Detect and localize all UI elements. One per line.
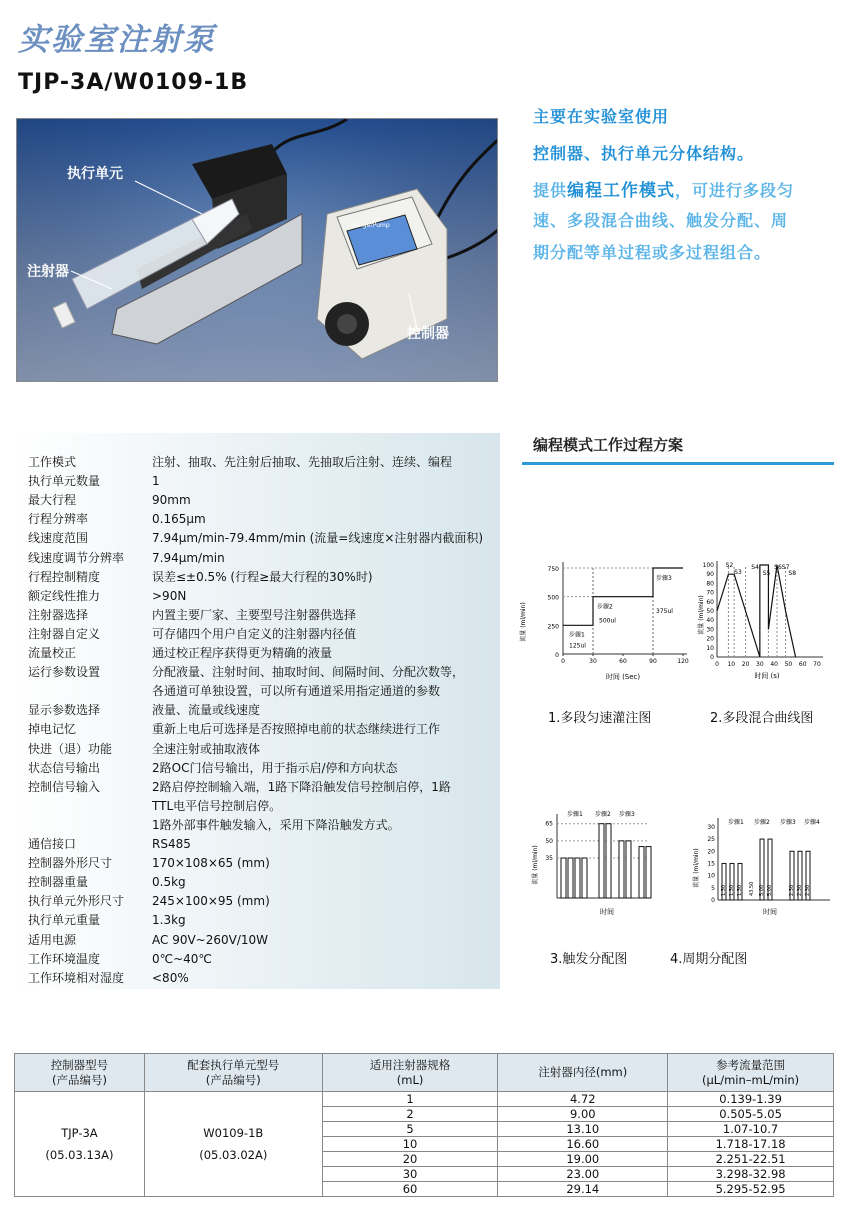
spec-row [28,606,492,625]
step-label: S6S7 [774,564,790,571]
bar-label: 5.00 [767,884,773,896]
chart-trigger-distribution [515,800,685,920]
bar-label: 1.30 [721,884,727,896]
caption-chart-4: 4.周期分配图 [670,952,748,967]
bar-label: 43.50 [749,881,755,896]
spec-label: 执行单元外形尺寸 [28,894,125,909]
bar [606,824,611,898]
x-tick-label: 40 [770,661,778,668]
spec-row [28,911,492,930]
y-axis-label: 流量 (ml/min) [520,602,527,642]
spec-row [28,529,492,548]
table-header: 注射器内径(mm) [498,1054,668,1092]
annotation: 375ul [656,608,673,615]
spec-label: 执行单元数量 [28,474,101,489]
feature-suffix: ，可进行多段匀 [675,181,795,200]
table-cell: 2.251-22.51 [668,1152,834,1167]
y-tick-label: 10 [706,644,714,652]
feature-prefix: 提供 [533,181,568,200]
y-tick-label: 30 [707,823,715,831]
caption-chart-3: 3.触发分配图 [550,952,628,967]
bar-label: 5.00 [759,884,765,896]
table-cell: 29.14 [498,1182,668,1197]
y-tick-label: 30 [706,626,714,634]
table-cell: 19.00 [498,1152,668,1167]
spec-value: 重新上电后可选择是否按照掉电前的状态继续进行工作 [152,722,441,737]
spec-label: 掉电记忆 [28,722,77,737]
y-tick-label: 60 [706,598,714,606]
spec-label: 执行单元重量 [28,913,101,928]
spec-value: 全速注射或抽取液体 [152,741,261,756]
feature-line-3 [533,176,794,201]
spec-label: 通信接口 [28,837,77,851]
spec-row [28,453,492,472]
spec-label: 线速度范围 [28,531,89,546]
spec-row [28,931,492,950]
x-tick-label: 50 [784,661,793,668]
spec-label: 快进（退）功能 [28,741,113,756]
annotation: 步骤1 [569,631,585,639]
step-label: S2 [725,562,734,569]
bar [575,858,580,898]
step-label: 步骤3 [780,819,796,826]
spec-row [28,740,492,759]
y-tick-label: 100 [702,562,714,569]
spec-label: 状态信号输出 [28,760,101,775]
y-axis-label: 流量 (ml/min) [532,845,539,885]
step-label: S5 [762,570,771,577]
spec-value: 液量、流量或线速度 [152,703,261,718]
spec-value: 1.3kg [152,913,186,928]
bar-label: 2.30 [797,884,803,896]
spec-value: 1 [152,474,160,489]
page-title: 实验室注射泵 [18,22,216,58]
brand-label: LongerPump [352,222,390,229]
spec-value: <80% [152,970,189,985]
step-label: S3 [734,569,742,576]
step-label: 步骤1 [728,819,744,826]
spec-value: AC 90V~260V/10W [152,932,269,947]
y-tick-label: 35 [545,855,553,862]
y-axis-label: 流量 (ml/min) [693,848,700,888]
spec-value: 0.165μm [152,512,206,527]
spec-row [28,587,492,606]
table-row [15,1092,834,1107]
annotation: 步骤3 [656,575,672,582]
step-label: S8 [788,570,797,577]
y-tick-label: 40 [706,617,714,625]
bar [599,824,604,898]
model-number: TJP-3A/W0109-1B [18,70,249,95]
table-cell: 2 [322,1107,498,1122]
step-label: 步骤2 [595,811,611,818]
spec-value: 7.94μm/min [152,550,225,565]
bar [626,841,631,898]
y-tick-label: 90 [706,571,714,579]
spec-row [28,644,492,663]
spec-row [28,835,492,854]
annotation: 125ul [569,642,586,650]
bar [639,847,644,898]
spec-row [28,491,492,510]
table-cell: 5 [322,1122,498,1137]
table-header: 配套执行单元型号 (产品编号) [144,1054,322,1092]
spec-label: 行程分辨率 [28,512,89,527]
bar-label: 1.30 [737,884,743,896]
table-cell: 4.72 [498,1092,668,1107]
bar [561,858,566,898]
bar [582,858,587,898]
chart-mixed-curve [695,545,845,690]
table-merged-cell: W0109-1B (05.03.02A) [144,1092,322,1197]
spec-label [28,797,152,816]
spec-label: 运行参数设置 [28,665,101,680]
spec-row [28,759,492,778]
x-tick-label: 60 [619,658,627,665]
bar-label: 2.30 [789,884,795,896]
spec-value: TTL电平信号控制启停。 [152,798,282,813]
y-tick-label: 0 [710,654,714,661]
spec-row [28,701,492,720]
callout-syringe: 注射器 [27,264,69,280]
y-tick-label: 10 [707,872,715,880]
callout-controller: 控制器 [407,326,449,342]
spec-panel [14,433,500,989]
spec-value: 2路OC门信号输出，用于指示启/停和方向状态 [152,760,398,775]
table-cell: 13.10 [498,1122,668,1137]
spec-row [28,510,492,529]
spec-label: 控制信号输入 [28,779,101,794]
spec-row [28,778,492,797]
x-tick-label: 0 [715,661,719,668]
x-tick-label: 0 [561,658,565,665]
spec-label: 注射器自定义 [28,626,101,641]
bar [619,841,624,898]
x-tick-label: 30 [756,661,764,668]
table-cell: 1.718-17.18 [668,1137,834,1152]
x-axis-label: 时间 [763,908,777,916]
y-axis-label: 流量 (ml/min) [698,595,705,635]
spec-label: 控制器外形尺寸 [28,856,113,871]
spec-label [28,816,152,835]
spec-value: 90mm [152,493,191,508]
y-tick-label: 80 [706,580,714,588]
spec-label: 线速度调节分辨率 [28,550,125,565]
table-cell: 0.505-5.05 [668,1107,834,1122]
feature-line-1: 主要在实验室使用 [533,107,670,126]
spec-value: 1路外部事件触发输入，采用下降沿触发方式。 [152,817,400,832]
spec-value: 分配液量、注射时间、抽取时间、间隔时间、分配次数等， [152,665,465,680]
feature-line-4: 速、多段混合曲线、触发分配、周 [533,211,789,230]
spec-row [28,873,492,892]
spec-value: 注射、抽取、先注射后抽取、先抽取后注射、连续、编程 [152,455,453,469]
caption-chart-2: 2.多段混合曲线图 [710,711,814,726]
syringe-spec-table [14,1053,834,1197]
spec-label: 流量校正 [28,646,77,660]
table-cell: 20 [322,1152,498,1167]
y-tick-label: 0 [711,897,715,904]
x-tick-label: 90 [649,658,657,665]
spec-value: >90N [152,588,187,603]
spec-row [28,797,492,816]
spec-row [28,663,492,682]
x-tick-label: 60 [798,661,807,668]
spec-value: 可存储四个用户自定义的注射器内径值 [152,626,357,641]
spec-value: 通过校正程序获得更为精确的液量 [152,646,333,660]
y-tick-label: 500 [547,594,559,602]
y-tick-label: 20 [706,635,714,643]
step-label: S4 [751,564,759,571]
table-merged-cell: TJP-3A (05.03.13A) [15,1092,145,1197]
spec-label: 工作模式 [28,455,77,469]
table-cell: 5.295-52.95 [668,1182,834,1197]
step-label: 步骤2 [754,819,770,826]
y-tick-label: 50 [706,608,714,615]
feature-emphasis: 编程工作模式 [567,181,676,201]
table-cell: 10 [322,1137,498,1152]
spec-value: 各通道可单独设置，可以所有通道采用指定通道的参数 [152,684,441,699]
x-axis-label: 时间 [600,908,614,916]
y-tick-label: 0 [555,652,559,659]
spec-row [28,969,492,988]
spec-value: 0℃~40℃ [152,951,212,966]
x-tick-label: 10 [727,661,736,668]
x-axis-label: 时间 (Sec) [605,673,641,681]
bar [568,858,573,898]
table-cell: 23.00 [498,1167,668,1182]
caption-chart-1: 1.多段匀速灌注图 [548,711,652,726]
spec-row [28,816,492,835]
y-tick-label: 5 [711,884,715,892]
spec-value: 误差≤±0.5% (行程≥最大行程的30%时) [152,569,373,584]
spec-label: 行程控制精度 [28,569,101,584]
spec-value: 170×108×65 (mm) [152,856,270,871]
step-label: 步骤4 [804,819,820,826]
y-tick-label: 50 [545,837,553,845]
table-cell: 16.60 [498,1137,668,1152]
chart-multi-segment-infusion [515,562,695,690]
chart-periodic-distribution [690,810,840,920]
table-header: 参考流量范围 (μL/min–mL/min) [668,1054,834,1092]
y-tick-label: 70 [706,589,714,597]
bar-label: 1.30 [729,884,735,896]
spec-row [28,720,492,739]
x-tick-label: 70 [813,661,821,668]
spec-row [28,472,492,491]
x-tick-label: 20 [741,661,750,668]
spec-label: 显示参数选择 [28,703,101,718]
callout-exec-unit: 执行单元 [67,166,123,182]
spec-value: 2路启停控制输入端，1路下降沿触发信号控制启停，1路 [152,779,451,794]
y-tick-label: 250 [547,623,559,631]
product-photo [16,118,498,382]
step-label: 步骤1 [567,811,583,818]
annotation: 500ul [599,617,616,625]
y-tick-label: 65 [545,820,553,828]
table-cell: 60 [322,1182,498,1197]
spec-row [28,854,492,873]
scheme-heading: 编程模式工作过程方案 [533,436,684,454]
spec-value: 245×100×95 (mm) [152,894,270,909]
bar-label: 2.30 [805,884,811,896]
table-header: 适用注射器规格 (mL) [322,1054,498,1092]
spec-label: 额定线性推力 [28,588,101,603]
annotation: 步骤2 [597,603,613,611]
x-axis-label: 时间 (s) [754,672,780,680]
spec-value: RS485 [152,837,191,851]
feature-line-5: 期分配等单过程或多过程组合。 [533,243,772,262]
spec-row [28,682,492,701]
table-cell: 1 [322,1092,498,1107]
scheme-divider [522,462,834,465]
spec-row [28,892,492,911]
feature-line-2: 控制器、执行单元分体结构。 [533,144,755,163]
y-tick-label: 750 [547,566,559,573]
table-cell: 0.139-1.39 [668,1092,834,1107]
spec-value: 7.94μm/min-79.4mm/min (流量=线速度×注射器内截面积) [152,531,484,546]
y-tick-label: 20 [707,848,715,856]
spec-label: 最大行程 [28,493,77,508]
spec-label: 适用电源 [28,932,77,947]
callout-lines [17,119,498,382]
spec-value: 内置主要厂家、主要型号注射器供选择 [152,607,357,622]
spec-label: 工作环境温度 [28,951,101,966]
y-tick-label: 15 [707,860,715,868]
table-cell: 1.07-10.7 [668,1122,834,1137]
y-tick-label: 25 [707,836,715,844]
spec-row [28,568,492,587]
spec-label [28,682,152,701]
step-label: 步骤3 [619,811,635,818]
table-cell: 30 [322,1167,498,1182]
spec-label: 控制器重量 [28,875,89,890]
bar [646,847,651,898]
x-tick-label: 120 [677,658,689,665]
spec-row [28,549,492,568]
spec-label: 注射器选择 [28,607,89,622]
table-cell: 3.298-32.98 [668,1167,834,1182]
table-cell: 9.00 [498,1107,668,1122]
spec-row [28,625,492,644]
spec-label: 工作环境相对湿度 [28,970,125,985]
table-header: 控制器型号 (产品编号) [15,1054,145,1092]
x-tick-label: 30 [589,658,597,665]
spec-value: 0.5kg [152,875,186,890]
spec-row [28,950,492,969]
